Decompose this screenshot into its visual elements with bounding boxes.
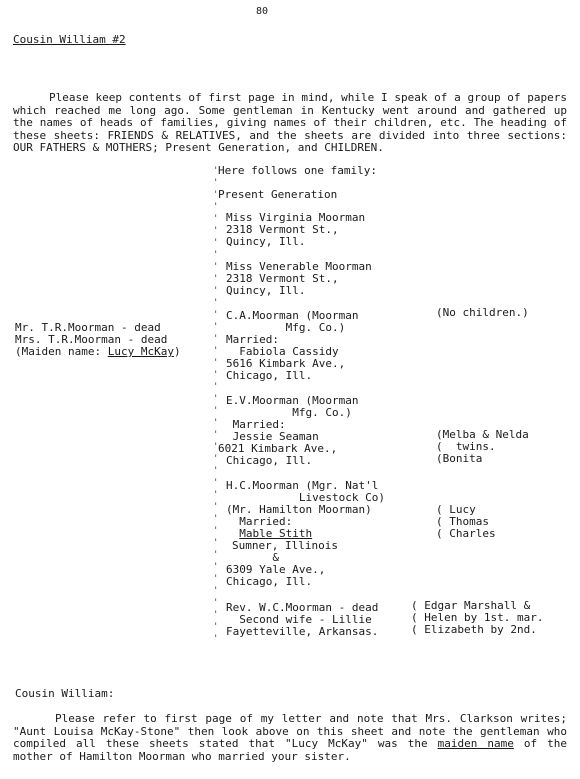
closing-salutation: Cousin William: (15, 687, 115, 700)
closing-maiden-name: maiden name (437, 737, 514, 750)
entry-venerable-name: Miss Venerable Moorman (226, 260, 372, 273)
entry-hc-child-2: ( Thomas (436, 515, 489, 528)
entry-virginia-city: Quincy, Ill. (226, 235, 306, 248)
page-heading: Cousin William #2 (13, 33, 126, 46)
entry-wc-city: Fayetteville, Arkansas. (226, 625, 379, 638)
entry-wc-child-1: ( Edgar Marshall & (411, 599, 531, 612)
entry-wc-name: Rev. W.C.Moorman - dead (226, 601, 379, 614)
entry-ev-street: 6021 Kimbark Ave., (218, 442, 338, 455)
entry-ev-married: Married: (226, 418, 286, 431)
parent-maiden-name: (Maiden name: Lucy McKay) (15, 345, 181, 358)
entry-wc-child-3: ( Elizabeth by 2nd. (411, 623, 537, 636)
page-number: 80 (256, 6, 269, 17)
entry-ca-company: Mfg. Co.) (226, 321, 346, 334)
entry-hc-ampersand: & (226, 551, 279, 564)
maiden-name-underlined: Lucy McKay (107, 345, 174, 358)
entry-wc-child-2: ( Helen by 1st. mar. (411, 611, 544, 624)
entry-ev-child-2: ( twins. (436, 440, 496, 453)
entry-ca-city: Chicago, Ill. (226, 369, 313, 382)
margin-marks: ' ' ' ' ' ' ' ' ' ' ' ' ' ' ' ' ' ' ' ' ' ' ' ' ' ' ' ' ' ' ' ' ' ' ' ' ' ' ' ' (213, 166, 219, 644)
entry-ev-spouse: Jessie Seaman (226, 430, 319, 443)
entry-ev-company: Mfg. Co.) (226, 406, 352, 419)
entry-ev-child-3: (Bonita (436, 452, 483, 465)
entry-ev-child-1: (Melba & Nelda (436, 428, 529, 441)
intro-paragraph: Please keep contents of first page in mind, while I speak of a group of papers which reached me long ago. Some gentleman in Kentucky went around and gathered up the names of heads of families, giving names of their children, etc. The heading of these sheets: FRIENDS & RELATIVES, and the sheets are divided into three sections: OUR FATHERS & MOTHERS; Present Generation, and CHILDREN. (13, 91, 567, 154)
entry-virginia-street: 2318 Vermont St., (226, 223, 339, 236)
entry-ev-city: Chicago, Ill. (226, 454, 313, 467)
entry-ca-children: (No children.) (436, 306, 529, 319)
entry-ca-married: Married: (226, 333, 279, 346)
entry-hc-company: Livestock Co) (226, 491, 385, 504)
entry-ca-spouse: Fabiola Cassidy (226, 345, 339, 358)
closing-paragraph: Please refer to first page of my letter and note that Mrs. Clarkson writes; "Aunt Louisa McKay-Stone" then look above on this sheet and note the gentleman who compiled all these sheets stated that "Lucy McKay" was the maiden name of the mother of Hamilton Moorman who married your sister. (13, 712, 568, 763)
entry-hc-married: Married: (226, 515, 293, 528)
family-intro: Here follows one family: (218, 164, 377, 177)
entry-virginia-name: Miss Virginia Moorman (226, 211, 366, 224)
entry-hc-child-3: ( Charles (436, 527, 496, 540)
entry-venerable-street: 2318 Vermont St., (226, 272, 339, 285)
entry-venerable-city: Quincy, Ill. (226, 284, 306, 297)
entry-ev-name: E.V.Moorman (Moorman (226, 394, 359, 407)
entry-hc-city: Chicago, Ill. (226, 575, 313, 588)
section-title: Present Generation (218, 188, 338, 201)
entry-ca-name: C.A.Moorman (Moorman (226, 309, 359, 322)
entry-ca-street: 5616 Kimbark Ave., (226, 357, 346, 370)
entry-hc-name: H.C.Moorman (Mgr. Nat'l (226, 479, 379, 492)
entry-hc-spouse: Mable Stith (239, 527, 313, 540)
entry-hc-alias: (Mr. Hamilton Moorman) (226, 503, 372, 516)
entry-hc-town: Sumner, Illinois (232, 539, 338, 552)
entry-wc-second-wife: Second wife - Lillie (226, 613, 372, 626)
parent-mother: Mrs. T.R.Moorman - dead (15, 333, 168, 346)
entry-hc-child-1: ( Lucy (436, 503, 476, 516)
entry-hc-street: 6309 Yale Ave., (226, 563, 326, 576)
parent-father: Mr. T.R.Moorman - dead (15, 321, 161, 334)
